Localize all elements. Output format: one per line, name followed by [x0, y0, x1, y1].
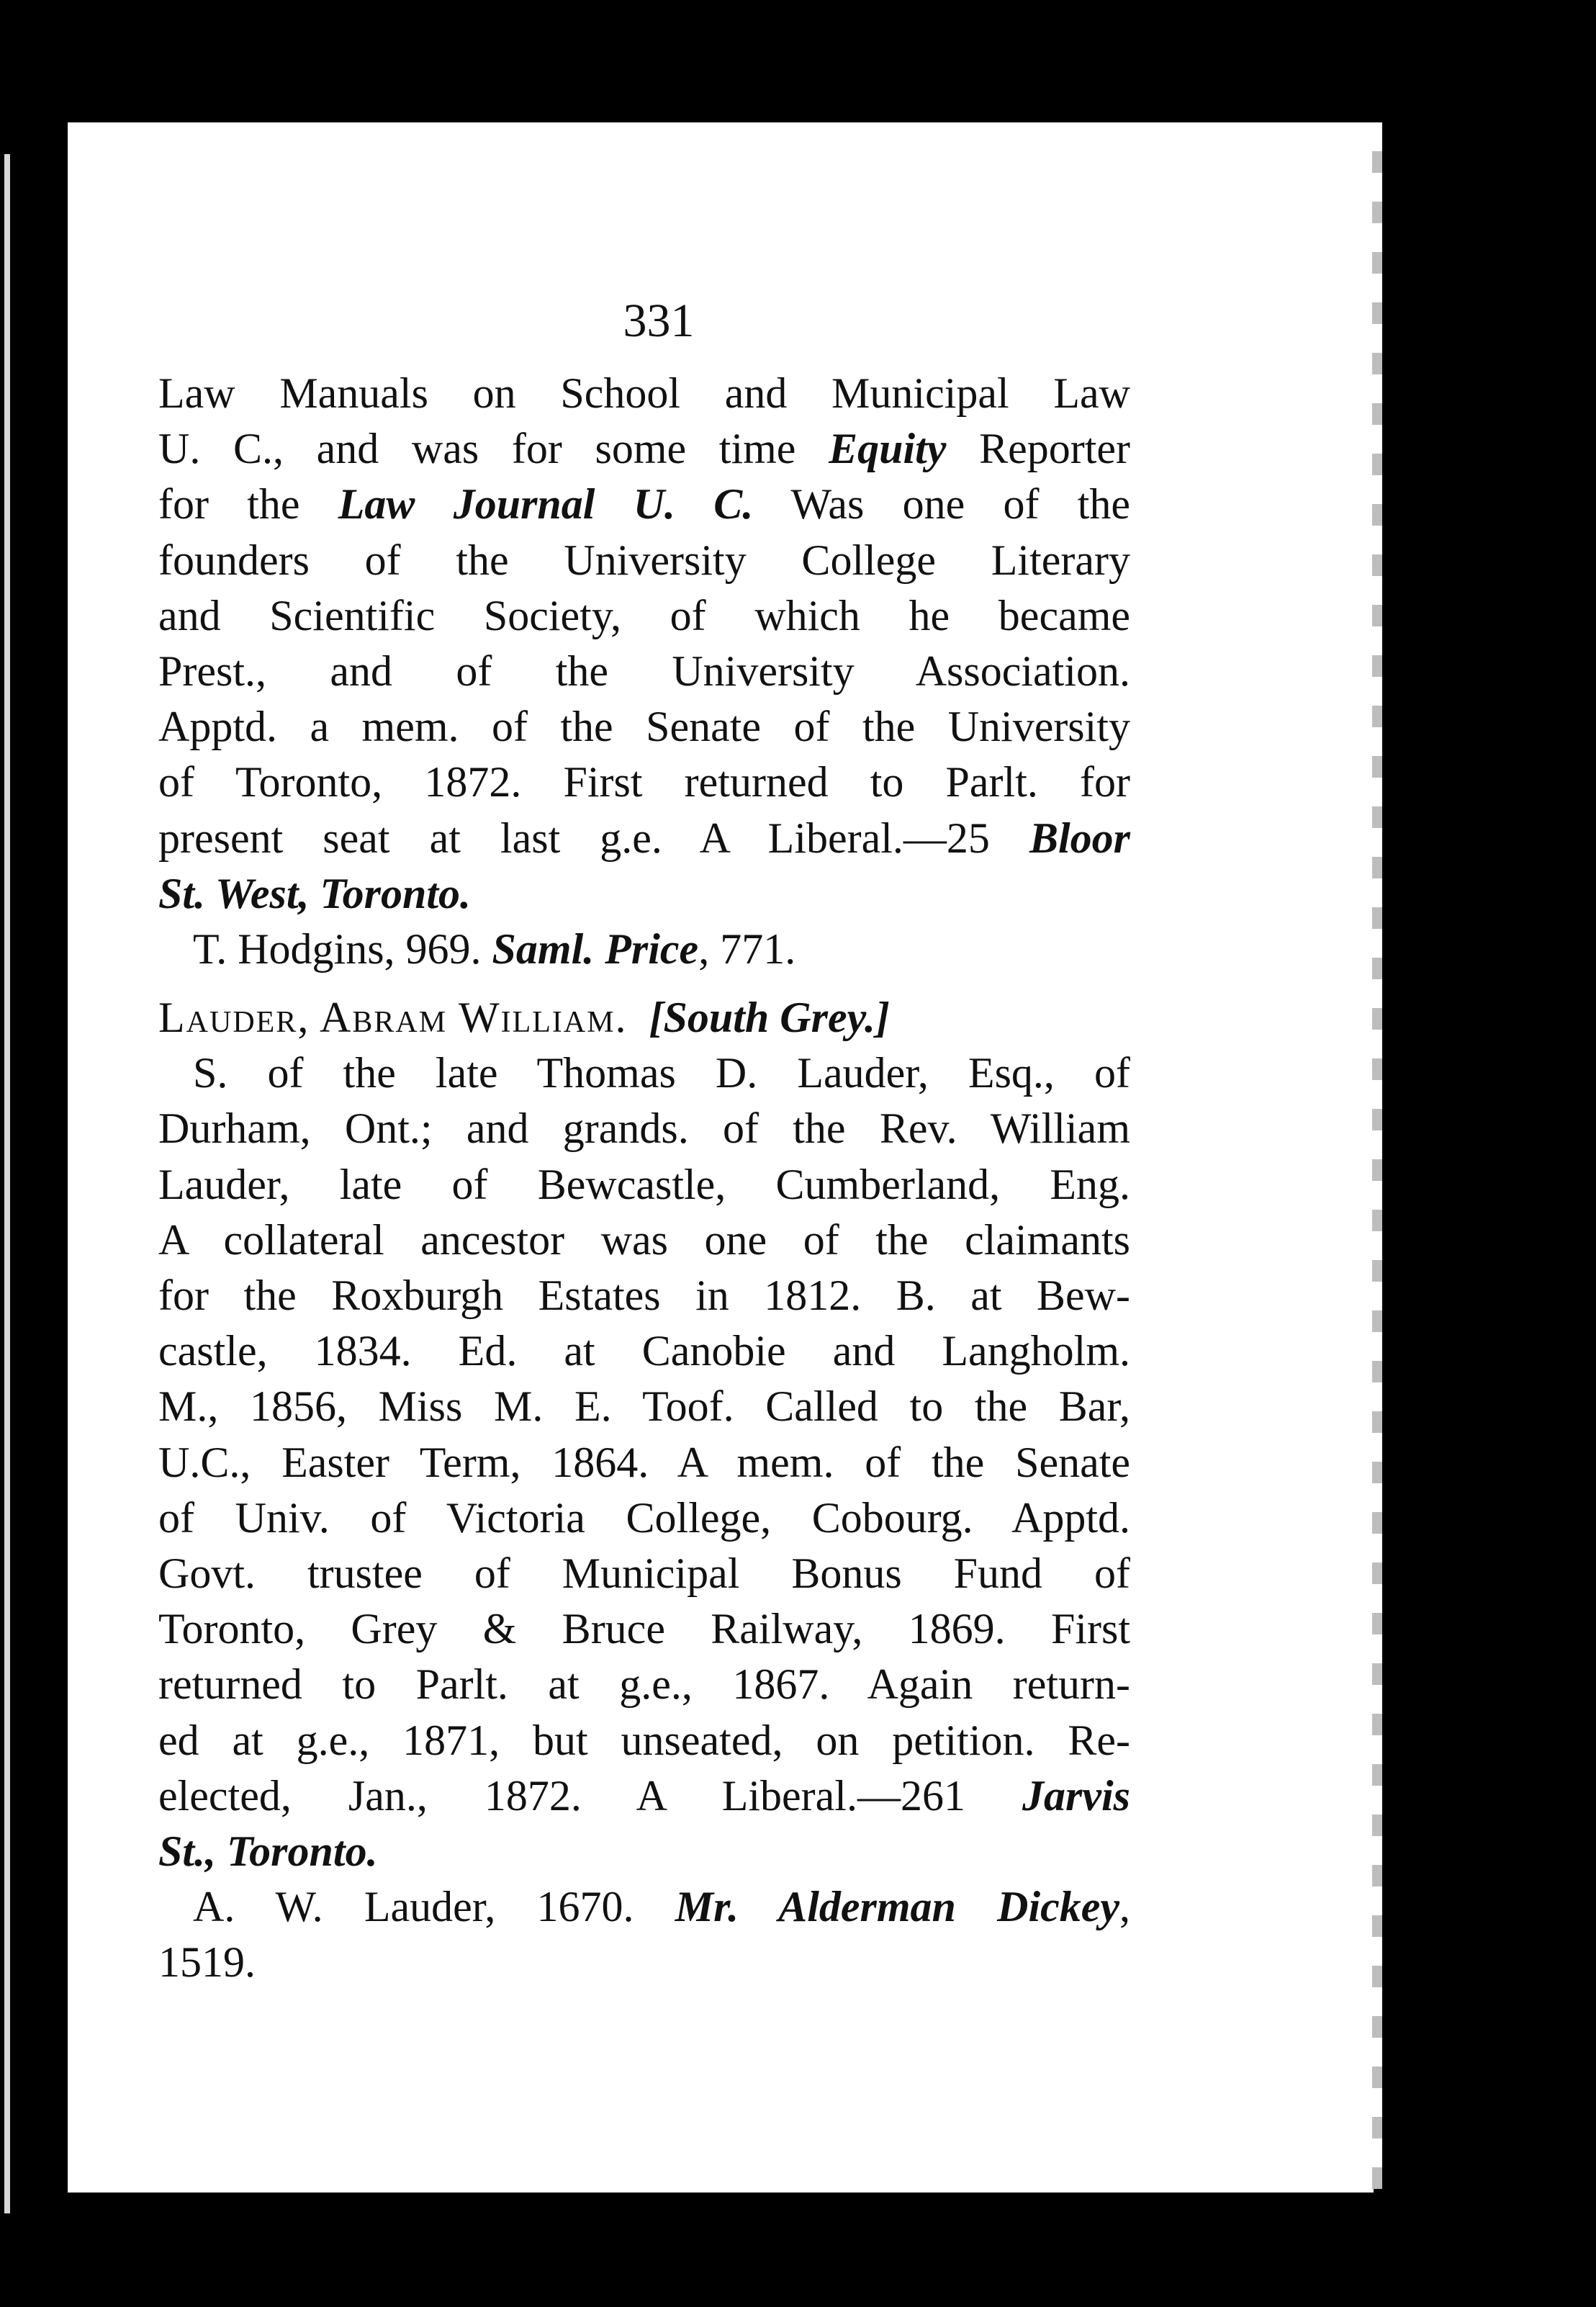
text-line: M., 1856, Miss M. E. Toof. Called to the Bar,: [158, 1382, 1130, 1431]
entry-gap: [158, 977, 1130, 990]
entry-heading: Lauder, Abram William. [South Grey.]: [158, 994, 890, 1042]
text-line: founders of the University College Literary: [158, 536, 1130, 584]
text-line: S. of the late Thomas D. Lauder, Esq., of: [193, 1049, 1130, 1097]
text-line: returned to Parlt. at g.e., 1867. Again return-: [158, 1660, 1130, 1709]
page-number: 331: [623, 294, 695, 347]
text-line: St., Toronto.: [158, 1827, 378, 1875]
text-line: present seat at last g.e. A Liberal.—25 Bloor: [158, 814, 1130, 862]
text-line: and Scientific Society, of which he became: [158, 591, 1130, 639]
text-line: of Toronto, 1872. First returned to Parlt. for: [158, 758, 1130, 806]
text-line: Toronto, Grey & Bruce Railway, 1869. First: [158, 1605, 1130, 1653]
text-line: Prest., and of the University Association.: [158, 647, 1130, 695]
page-text: [158, 294, 1130, 1990]
page-right-edge: [1372, 122, 1382, 2189]
text-line: St. West, Toronto.: [158, 869, 472, 917]
text-line: Law Manuals on School and Municipal Law: [158, 369, 1130, 417]
text-line: Durham, Ont.; and grands. of the Rev. William: [158, 1105, 1130, 1153]
text-line: elected, Jan., 1872. A Liberal.—261 Jarvis: [158, 1771, 1130, 1820]
text-line: for the Law Journal U. C. Was one of the: [158, 480, 1131, 529]
text-line: Lauder, late of Bewcastle, Cumberland, Eng.: [158, 1160, 1130, 1208]
text-line: U. C., and was for some time Equity Reporter: [158, 425, 1130, 473]
text-line: castle, 1834. Ed. at Canobie and Langholm.: [158, 1327, 1130, 1375]
text-line: for the Roxburgh Estates in 1812. B. at Bew-: [158, 1272, 1130, 1319]
text-line: U.C., Easter Term, 1864. A mem. of the Senate: [158, 1438, 1130, 1486]
reference-line: T. Hodgins, 969. Saml. Price, 771.: [193, 925, 796, 973]
text-line: ed at g.e., 1871, but unseated, on petition. Re-: [158, 1716, 1130, 1764]
reference-line: 1519.: [158, 1938, 256, 1987]
text-line: of Univ. of Victoria College, Cobourg. Apptd.: [158, 1493, 1130, 1542]
text-line: A collateral ancestor was one of the claimants: [158, 1215, 1130, 1264]
scan-left-edge: [4, 154, 10, 2213]
text-line: Apptd. a mem. of the Senate of the University: [158, 703, 1130, 751]
reference-line: A. W. Lauder, 1670. Mr. Alderman Dickey,: [193, 1883, 1131, 1931]
text-line: Govt. trustee of Municipal Bonus Fund of: [158, 1549, 1130, 1597]
